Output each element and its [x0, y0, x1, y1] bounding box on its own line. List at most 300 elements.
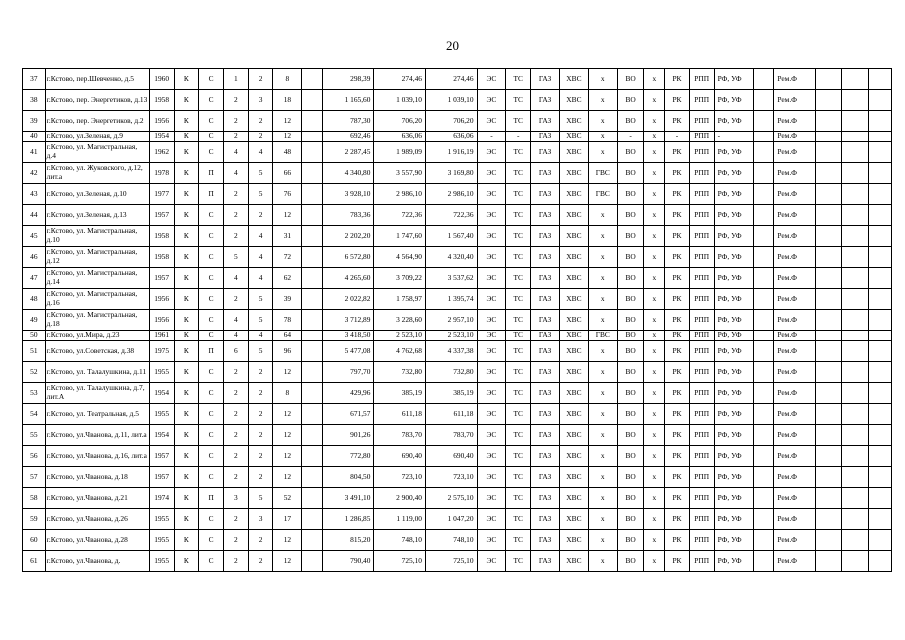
cell-col-k: К: [174, 132, 199, 142]
cell-col-x: х: [644, 331, 665, 341]
cell-living-area: 723,10: [374, 467, 426, 488]
cell-electricity: ЭС: [477, 268, 506, 289]
cell-sections: 2: [223, 226, 248, 247]
cell-residential-area: 1 395,74: [425, 289, 477, 310]
cell-wall-material: С: [199, 69, 224, 90]
cell-repair-fund: Рем.Ф: [774, 383, 815, 404]
cell-col-rk: РК: [665, 551, 690, 572]
cell-row-number: 54: [23, 404, 46, 425]
cell-blank-4: [842, 184, 869, 205]
cell-row-number: 44: [23, 205, 46, 226]
cell-wall-material: С: [199, 551, 224, 572]
cell-col-k: К: [174, 69, 199, 90]
cell-col-rk: РК: [665, 446, 690, 467]
cell-gas: ГАЗ: [531, 341, 560, 362]
cell-blank-3: [815, 530, 842, 551]
cell-drainage: ВО: [617, 247, 644, 268]
cell-address: г.Кстово, ул. Театральная, д.5: [45, 404, 149, 425]
cell-blank-5: [869, 184, 892, 205]
cell-residential-area: 732,80: [425, 362, 477, 383]
cell-fund-type: РФ, УФ: [714, 111, 753, 132]
cell-repair-fund: Рем.Ф: [774, 289, 815, 310]
cell-total-area: 5 477,08: [322, 341, 374, 362]
cell-sections: 2: [223, 184, 248, 205]
cell-living-area: 690,40: [374, 446, 426, 467]
cell-sections: 4: [223, 142, 248, 163]
cell-fund-type: РФ, УФ: [714, 247, 753, 268]
cell-col-rk: РК: [665, 90, 690, 111]
cell-col-rk: РК: [665, 467, 690, 488]
cell-floors: 4: [248, 331, 273, 341]
cell-blank-4: [842, 247, 869, 268]
cell-year-built: 1954: [149, 383, 174, 404]
cell-heating: ТС: [506, 551, 531, 572]
cell-col-k: К: [174, 331, 199, 341]
cell-total-area: 3 491,10: [322, 488, 374, 509]
cell-heating: ТС: [506, 310, 531, 331]
cell-fund-type: РФ, УФ: [714, 467, 753, 488]
cell-floors: 2: [248, 111, 273, 132]
table-row: [23, 205, 892, 226]
cell-living-area: 725,10: [374, 551, 426, 572]
cell-cold-water: ХВС: [559, 132, 588, 142]
cell-heating: ТС: [506, 111, 531, 132]
cell-fund-type: РФ, УФ: [714, 425, 753, 446]
cell-address: г.Кстово, ул.Зеленая, д.13: [45, 205, 149, 226]
cell-blank-3: [815, 551, 842, 572]
cell-col-rk: РК: [665, 268, 690, 289]
cell-col-rk: РК: [665, 289, 690, 310]
cell-floors: 5: [248, 289, 273, 310]
cell-floors: 2: [248, 383, 273, 404]
cell-apartments: 72: [273, 247, 302, 268]
cell-apartments: 8: [273, 69, 302, 90]
cell-repair-fund: Рем.Ф: [774, 184, 815, 205]
cell-sections: 2: [223, 132, 248, 142]
cell-electricity: -: [477, 132, 506, 142]
cell-drainage: ВО: [617, 467, 644, 488]
cell-repair-fund: Рем.Ф: [774, 425, 815, 446]
cell-gas: ГАЗ: [531, 163, 560, 184]
cell-blank-3: [815, 111, 842, 132]
cell-residential-area: 3 537,62: [425, 268, 477, 289]
cell-year-built: 1974: [149, 488, 174, 509]
cell-floors: 2: [248, 404, 273, 425]
cell-sections: 2: [223, 90, 248, 111]
cell-blank-2: [753, 488, 774, 509]
cell-repair-fund: Рем.Ф: [774, 446, 815, 467]
cell-blank-4: [842, 226, 869, 247]
cell-wall-material: С: [199, 226, 224, 247]
cell-cold-water: ХВС: [559, 530, 588, 551]
cell-total-area: 2 287,45: [322, 142, 374, 163]
cell-year-built: 1962: [149, 142, 174, 163]
cell-repair-fund: Рем.Ф: [774, 362, 815, 383]
cell-residential-area: 706,20: [425, 111, 477, 132]
cell-blank-1: [302, 362, 323, 383]
cell-row-number: 61: [23, 551, 46, 572]
cell-wall-material: П: [199, 163, 224, 184]
table-row: [23, 69, 892, 90]
cell-col-k: К: [174, 446, 199, 467]
cell-year-built: 1955: [149, 362, 174, 383]
cell-col-rpp: РПП: [689, 341, 714, 362]
cell-col-k: К: [174, 551, 199, 572]
cell-blank-2: [753, 310, 774, 331]
cell-address: г.Кстово, ул.Чванова, д.16, лит.а: [45, 446, 149, 467]
cell-blank-2: [753, 331, 774, 341]
cell-electricity: ЭС: [477, 331, 506, 341]
cell-col-rk: РК: [665, 69, 690, 90]
cell-blank-1: [302, 163, 323, 184]
table-row: [23, 331, 892, 341]
cell-total-area: 815,20: [322, 530, 374, 551]
cell-col-k: К: [174, 268, 199, 289]
cell-wall-material: С: [199, 111, 224, 132]
cell-wall-material: С: [199, 446, 224, 467]
cell-electricity: ЭС: [477, 509, 506, 530]
cell-blank-5: [869, 551, 892, 572]
cell-col-k: К: [174, 467, 199, 488]
cell-blank-4: [842, 362, 869, 383]
cell-year-built: 1977: [149, 184, 174, 205]
cell-repair-fund: Рем.Ф: [774, 341, 815, 362]
table-row: [23, 310, 892, 331]
cell-residential-area: 385,19: [425, 383, 477, 404]
cell-blank-4: [842, 111, 869, 132]
cell-sections: 4: [223, 268, 248, 289]
cell-living-area: 4 762,68: [374, 341, 426, 362]
cell-electricity: ЭС: [477, 163, 506, 184]
cell-hot-water: х: [588, 90, 617, 111]
cell-blank-1: [302, 530, 323, 551]
cell-col-k: К: [174, 425, 199, 446]
cell-heating: ТС: [506, 488, 531, 509]
cell-blank-2: [753, 268, 774, 289]
cell-total-area: 787,30: [322, 111, 374, 132]
cell-col-rk: РК: [665, 509, 690, 530]
cell-gas: ГАЗ: [531, 467, 560, 488]
cell-blank-3: [815, 362, 842, 383]
cell-col-x: х: [644, 467, 665, 488]
cell-gas: ГАЗ: [531, 488, 560, 509]
cell-wall-material: П: [199, 184, 224, 205]
cell-living-area: 722,36: [374, 205, 426, 226]
cell-row-number: 47: [23, 268, 46, 289]
table-row: [23, 226, 892, 247]
cell-blank-4: [842, 509, 869, 530]
cell-repair-fund: Рем.Ф: [774, 163, 815, 184]
cell-drainage: ВО: [617, 184, 644, 205]
cell-total-area: 671,57: [322, 404, 374, 425]
cell-col-x: х: [644, 362, 665, 383]
cell-repair-fund: Рем.Ф: [774, 268, 815, 289]
cell-blank-4: [842, 341, 869, 362]
cell-blank-1: [302, 142, 323, 163]
cell-heating: ТС: [506, 530, 531, 551]
cell-repair-fund: Рем.Ф: [774, 111, 815, 132]
cell-wall-material: С: [199, 289, 224, 310]
cell-electricity: ЭС: [477, 111, 506, 132]
cell-heating: ТС: [506, 509, 531, 530]
cell-living-area: 4 564,90: [374, 247, 426, 268]
cell-living-area: 636,06: [374, 132, 426, 142]
cell-blank-3: [815, 331, 842, 341]
cell-residential-area: 2 986,10: [425, 184, 477, 205]
cell-heating: ТС: [506, 163, 531, 184]
cell-hot-water: х: [588, 69, 617, 90]
cell-apartments: 78: [273, 310, 302, 331]
cell-hot-water: х: [588, 530, 617, 551]
cell-gas: ГАЗ: [531, 289, 560, 310]
cell-address: г.Кстово, ул. Магистральная, д.16: [45, 289, 149, 310]
cell-heating: ТС: [506, 383, 531, 404]
cell-residential-area: 274,46: [425, 69, 477, 90]
cell-hot-water: х: [588, 289, 617, 310]
cell-electricity: ЭС: [477, 383, 506, 404]
cell-living-area: 3 228,60: [374, 310, 426, 331]
cell-year-built: 1955: [149, 530, 174, 551]
table-row: [23, 163, 892, 184]
cell-blank-2: [753, 142, 774, 163]
cell-wall-material: П: [199, 341, 224, 362]
cell-cold-water: ХВС: [559, 488, 588, 509]
cell-repair-fund: Рем.Ф: [774, 132, 815, 142]
cell-address: г.Кстово, ул.Чванова, д.28: [45, 530, 149, 551]
cell-blank-3: [815, 69, 842, 90]
cell-col-rpp: РПП: [689, 90, 714, 111]
cell-repair-fund: Рем.Ф: [774, 488, 815, 509]
cell-fund-type: РФ, УФ: [714, 404, 753, 425]
cell-fund-type: РФ, УФ: [714, 551, 753, 572]
cell-heating: ТС: [506, 268, 531, 289]
cell-floors: 2: [248, 205, 273, 226]
cell-gas: ГАЗ: [531, 184, 560, 205]
cell-col-k: К: [174, 404, 199, 425]
cell-blank-5: [869, 530, 892, 551]
cell-sections: 5: [223, 247, 248, 268]
cell-blank-2: [753, 111, 774, 132]
cell-year-built: 1957: [149, 205, 174, 226]
cell-year-built: 1954: [149, 132, 174, 142]
cell-heating: ТС: [506, 331, 531, 341]
cell-col-rk: РК: [665, 362, 690, 383]
cell-col-rpp: РПП: [689, 226, 714, 247]
table-row: [23, 111, 892, 132]
table-row: [23, 132, 892, 142]
cell-blank-3: [815, 226, 842, 247]
cell-col-x: х: [644, 425, 665, 446]
cell-hot-water: х: [588, 132, 617, 142]
cell-blank-2: [753, 425, 774, 446]
cell-col-x: х: [644, 132, 665, 142]
cell-row-number: 38: [23, 90, 46, 111]
cell-total-area: 901,26: [322, 425, 374, 446]
cell-year-built: 1958: [149, 247, 174, 268]
cell-col-x: х: [644, 111, 665, 132]
cell-drainage: ВО: [617, 163, 644, 184]
cell-drainage: ВО: [617, 331, 644, 341]
cell-residential-area: 748,10: [425, 530, 477, 551]
cell-total-area: 4 340,80: [322, 163, 374, 184]
cell-blank-1: [302, 331, 323, 341]
cell-electricity: ЭС: [477, 226, 506, 247]
cell-wall-material: С: [199, 268, 224, 289]
cell-address: г.Кстово, ул.Чванова, д.21: [45, 488, 149, 509]
cell-blank-5: [869, 404, 892, 425]
cell-cold-water: ХВС: [559, 268, 588, 289]
cell-blank-5: [869, 446, 892, 467]
cell-blank-1: [302, 425, 323, 446]
cell-col-rpp: РПП: [689, 289, 714, 310]
cell-col-rpp: РПП: [689, 163, 714, 184]
cell-floors: 4: [248, 268, 273, 289]
cell-floors: 2: [248, 132, 273, 142]
cell-total-area: 3 418,50: [322, 331, 374, 341]
cell-floors: 4: [248, 247, 273, 268]
cell-heating: ТС: [506, 142, 531, 163]
cell-blank-4: [842, 205, 869, 226]
cell-sections: 2: [223, 467, 248, 488]
cell-blank-1: [302, 226, 323, 247]
cell-col-rpp: РПП: [689, 331, 714, 341]
cell-col-rk: РК: [665, 341, 690, 362]
cell-total-area: 692,46: [322, 132, 374, 142]
cell-blank-4: [842, 310, 869, 331]
cell-col-rpp: РПП: [689, 404, 714, 425]
cell-hot-water: х: [588, 467, 617, 488]
cell-repair-fund: Рем.Ф: [774, 551, 815, 572]
cell-blank-4: [842, 142, 869, 163]
cell-col-k: К: [174, 362, 199, 383]
cell-floors: 2: [248, 425, 273, 446]
cell-blank-3: [815, 341, 842, 362]
cell-apartments: 66: [273, 163, 302, 184]
cell-apartments: 96: [273, 341, 302, 362]
cell-residential-area: 1 567,40: [425, 226, 477, 247]
cell-wall-material: С: [199, 90, 224, 111]
cell-blank-5: [869, 205, 892, 226]
cell-blank-5: [869, 341, 892, 362]
cell-floors: 2: [248, 362, 273, 383]
cell-hot-water: х: [588, 362, 617, 383]
cell-blank-5: [869, 111, 892, 132]
cell-gas: ГАЗ: [531, 205, 560, 226]
cell-sections: 4: [223, 310, 248, 331]
cell-col-rpp: РПП: [689, 310, 714, 331]
cell-gas: ГАЗ: [531, 551, 560, 572]
cell-col-k: К: [174, 488, 199, 509]
cell-sections: 2: [223, 425, 248, 446]
cell-col-k: К: [174, 341, 199, 362]
cell-cold-water: ХВС: [559, 205, 588, 226]
cell-wall-material: С: [199, 310, 224, 331]
cell-fund-type: РФ, УФ: [714, 268, 753, 289]
cell-hot-water: х: [588, 383, 617, 404]
cell-residential-area: 3 169,80: [425, 163, 477, 184]
cell-apartments: 52: [273, 488, 302, 509]
cell-cold-water: ХВС: [559, 362, 588, 383]
cell-hot-water: х: [588, 310, 617, 331]
cell-apartments: 12: [273, 111, 302, 132]
cell-col-x: х: [644, 551, 665, 572]
cell-hot-water: ГВС: [588, 184, 617, 205]
cell-hot-water: х: [588, 425, 617, 446]
cell-apartments: 18: [273, 90, 302, 111]
cell-row-number: 51: [23, 341, 46, 362]
cell-drainage: ВО: [617, 404, 644, 425]
cell-residential-area: 723,10: [425, 467, 477, 488]
cell-blank-4: [842, 530, 869, 551]
cell-blank-1: [302, 383, 323, 404]
cell-wall-material: С: [199, 247, 224, 268]
cell-fund-type: -: [714, 132, 753, 142]
cell-hot-water: х: [588, 341, 617, 362]
cell-gas: ГАЗ: [531, 509, 560, 530]
cell-col-rpp: РПП: [689, 69, 714, 90]
cell-blank-2: [753, 404, 774, 425]
cell-wall-material: С: [199, 331, 224, 341]
cell-blank-3: [815, 467, 842, 488]
cell-fund-type: РФ, УФ: [714, 530, 753, 551]
cell-apartments: 12: [273, 446, 302, 467]
cell-fund-type: РФ, УФ: [714, 310, 753, 331]
cell-fund-type: РФ, УФ: [714, 226, 753, 247]
table-body: [23, 69, 892, 572]
cell-year-built: 1957: [149, 446, 174, 467]
cell-blank-5: [869, 383, 892, 404]
cell-year-built: 1956: [149, 289, 174, 310]
cell-heating: -: [506, 132, 531, 142]
cell-col-x: х: [644, 247, 665, 268]
cell-blank-2: [753, 467, 774, 488]
cell-blank-4: [842, 69, 869, 90]
cell-sections: 2: [223, 383, 248, 404]
cell-col-k: К: [174, 205, 199, 226]
cell-heating: ТС: [506, 404, 531, 425]
cell-blank-1: [302, 446, 323, 467]
cell-address: г.Кстово, ул. Талалушкина, д.11: [45, 362, 149, 383]
cell-electricity: ЭС: [477, 488, 506, 509]
cell-wall-material: С: [199, 132, 224, 142]
cell-col-k: К: [174, 530, 199, 551]
cell-cold-water: ХВС: [559, 383, 588, 404]
cell-blank-3: [815, 247, 842, 268]
cell-wall-material: П: [199, 488, 224, 509]
cell-blank-1: [302, 289, 323, 310]
cell-repair-fund: Рем.Ф: [774, 205, 815, 226]
cell-col-x: х: [644, 341, 665, 362]
cell-cold-water: ХВС: [559, 247, 588, 268]
cell-fund-type: РФ, УФ: [714, 383, 753, 404]
cell-blank-2: [753, 184, 774, 205]
cell-residential-area: 636,06: [425, 132, 477, 142]
cell-heating: ТС: [506, 362, 531, 383]
cell-hot-water: х: [588, 247, 617, 268]
cell-floors: 5: [248, 310, 273, 331]
cell-cold-water: ХВС: [559, 310, 588, 331]
cell-year-built: 1958: [149, 226, 174, 247]
cell-gas: ГАЗ: [531, 226, 560, 247]
cell-blank-4: [842, 268, 869, 289]
cell-address: г.Кстово, пер.Шевченко, д.5: [45, 69, 149, 90]
cell-blank-5: [869, 226, 892, 247]
cell-col-x: х: [644, 90, 665, 111]
cell-gas: ГАЗ: [531, 331, 560, 341]
cell-cold-water: ХВС: [559, 446, 588, 467]
cell-blank-5: [869, 362, 892, 383]
cell-floors: 3: [248, 90, 273, 111]
